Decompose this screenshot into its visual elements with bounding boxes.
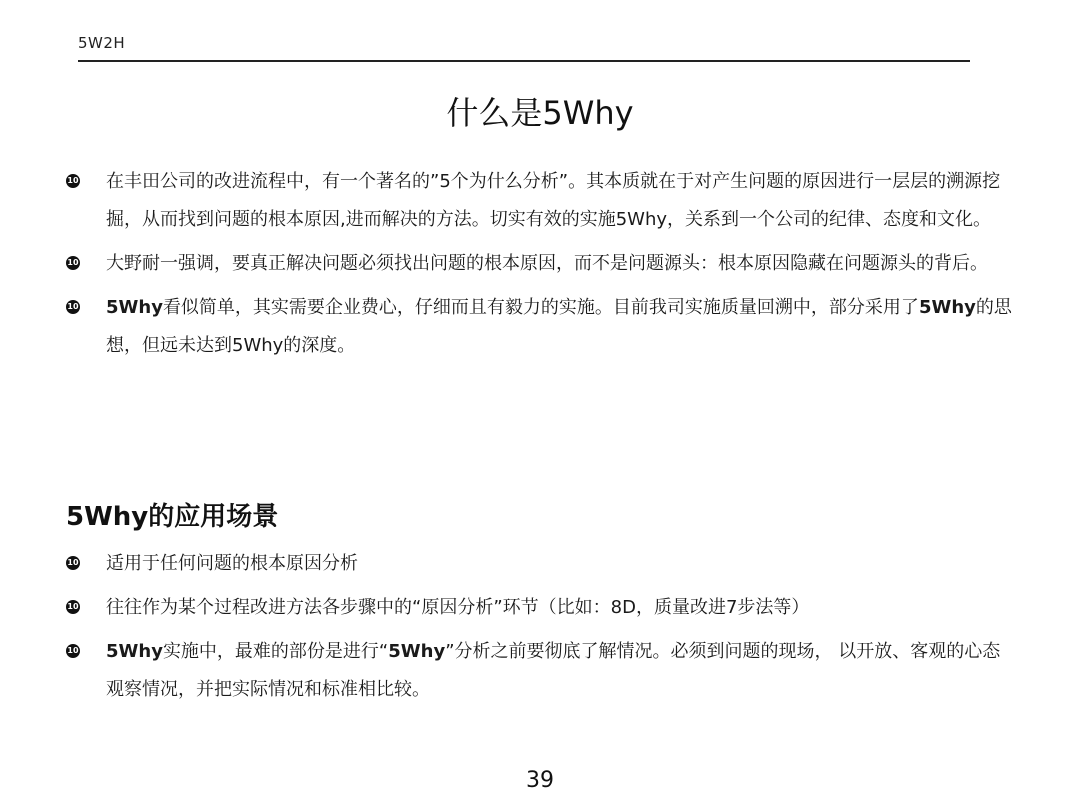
list-item [66, 163, 1016, 239]
page-title: 什么是5Why [446, 94, 634, 132]
list-item [66, 289, 1016, 365]
list-item-text: 在丰田公司的改进流程中，有一个著名的”5个为什么分析”。其本质就在于对产生问题的原因进行一层层的溯源挖掘，从而找到问题的根本原因,进而解决的方法。切实有效的实施5Why，关系到一个公司的纪律、态度和文化。 [106, 171, 1001, 230]
list-item-text: 往往作为某个过程改进方法各步骤中的“原因分析”环节（比如：8D，质量改进7步法等） [106, 597, 810, 618]
list-item [66, 633, 1016, 709]
intro-bullet-list [66, 163, 1016, 365]
list-item-text: 实施中，最难的部份是进行“ [162, 641, 389, 662]
bold-term: 5Why [388, 641, 446, 662]
list-item-text: ”分析之前要彻底了解情况。必须到问题的现场， 以开放、客观的心态观察情况，并把实际情况和标准相比较。 [106, 641, 1001, 700]
page-header [78, 34, 970, 62]
list-item [66, 589, 1016, 627]
list-item-text: 的思想，但远未达到5Why的深度。 [106, 297, 1012, 356]
section-heading: 5Why的应用场景 [66, 502, 279, 532]
list-item [66, 245, 1016, 283]
bold-term: 5Why [918, 297, 976, 318]
list-item [66, 545, 1016, 583]
circled-ten-bullet-icon: 10 [66, 256, 80, 270]
circled-ten-bullet-icon: 10 [66, 600, 80, 614]
scenario-bullet-list [66, 545, 1016, 709]
list-item-text: 看似简单，其实需要企业费心，仔细而且有毅力的实施。目前我司实施质量回溯中，部分采用了 [162, 297, 919, 318]
list-item-text: 适用于任何问题的根本原因分析 [106, 553, 358, 574]
list-item-text: 大野耐一强调，要真正解决问题必须找出问题的根本原因，而不是问题源头：根本原因隐藏在问题源头的背后。 [106, 253, 988, 274]
page-number: 39 [526, 768, 554, 793]
bold-term: 5Why [106, 641, 163, 662]
header-label: 5W2H [78, 34, 126, 52]
bold-term: 5Why [106, 297, 163, 318]
circled-ten-bullet-icon: 10 [66, 174, 80, 188]
circled-ten-bullet-icon: 10 [66, 644, 80, 658]
circled-ten-bullet-icon: 10 [66, 556, 80, 570]
circled-ten-bullet-icon: 10 [66, 300, 80, 314]
